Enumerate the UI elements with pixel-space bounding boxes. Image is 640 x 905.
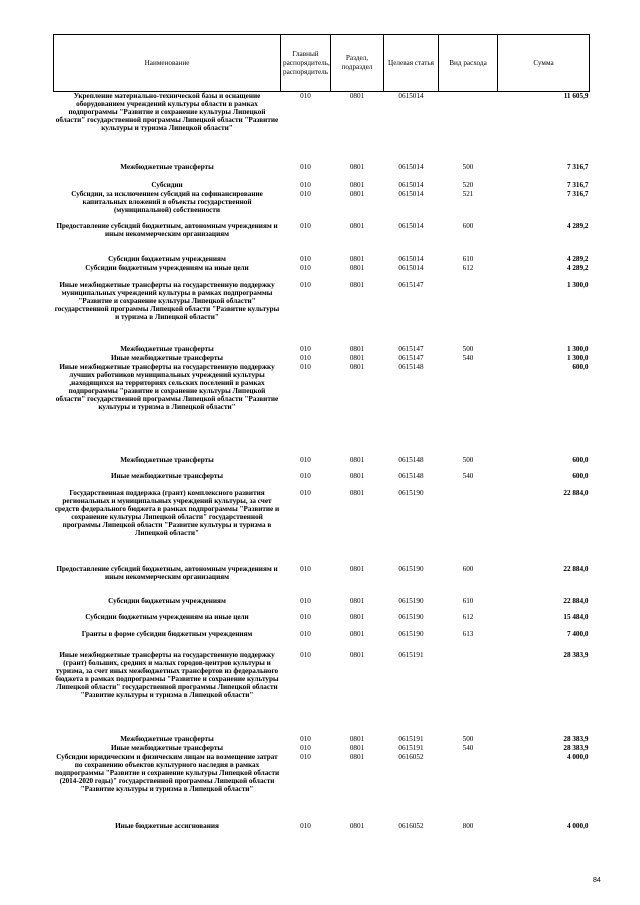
cell-expense-type (439, 363, 498, 456)
cell-amount: 22 884,0 (563, 488, 589, 497)
cell-name: Иные межбюджетные трансферты (110, 353, 224, 362)
cell-amount: 15 484,0 (563, 612, 589, 621)
cell-name: Субсидии юридическим и физическим лицам на возмещение затрат по сохранению объектов культурного наследия в рамках подпрограммы "Развитие и сохранение культуры Липецкой области (2014-2020 годы)" государственной программы Липецкой области "Развитие культуры и туризма в Липецкой области" (54, 752, 280, 793)
cell-main-manager: 010 (300, 455, 311, 464)
cell-target-article: 0615147 (398, 353, 424, 362)
cell-target-article: 0615147 (398, 280, 424, 289)
table-row (54, 456, 590, 472)
cell-target-article: 0615190 (398, 596, 424, 605)
cell-name: Субсидии бюджетным учреждениям на иные цели (85, 263, 249, 272)
cell-section: 0801 (349, 163, 365, 172)
header-name: Наименование (54, 35, 281, 92)
cell-main-manager: 010 (300, 488, 311, 497)
cell-section: 0801 (349, 629, 365, 638)
table-row (54, 613, 590, 630)
cell-main-manager: 010 (300, 650, 311, 659)
cell-target-article: 0615014 (398, 254, 424, 263)
table-row (54, 190, 590, 222)
cell-expense-type: 520 (462, 181, 474, 190)
cell-expense-type: 800 (462, 822, 474, 831)
cell-name: Межбюджетные трансферты (120, 344, 214, 353)
cell-section: 0801 (349, 189, 365, 198)
cell-amount: 4 289,2 (566, 263, 589, 272)
table-row (54, 155, 590, 172)
cell-target-article: 0615014 (398, 263, 424, 272)
cell-section: 0801 (349, 650, 365, 659)
cell-target-article: 0615147 (398, 344, 424, 353)
cell-name: Субсидии бюджетным учреждениям (108, 254, 226, 263)
cell-expense-type: 540 (462, 743, 474, 752)
cell-main-manager: 010 (300, 163, 311, 172)
cell-expense-type: 540 (462, 353, 474, 362)
cell-main-manager: 010 (300, 344, 311, 353)
cell-expense-type: 500 (462, 163, 474, 172)
cell-section: 0801 (349, 344, 365, 353)
header-expense-type: Вид расхода (439, 35, 498, 92)
cell-main-manager: 010 (300, 564, 311, 573)
cell-name: Иные межбюджетные трансферты (110, 471, 224, 480)
cell-amount: 4 289,2 (566, 221, 589, 230)
table-row (54, 92, 590, 155)
cell-name: Межбюджетные трансферты (120, 163, 214, 172)
header-amount: Сумма (498, 35, 590, 92)
cell-main-manager: 010 (300, 596, 311, 605)
cell-amount: 7 316,7 (566, 189, 589, 198)
cell-main-manager: 010 (300, 221, 311, 230)
cell-target-article: 0615148 (398, 471, 424, 480)
cell-main-manager: 010 (300, 263, 311, 272)
cell-section: 0801 (349, 734, 365, 743)
cell-amount: 28 383,9 (563, 734, 589, 743)
cell-expense-type: 600 (462, 564, 474, 573)
cell-expense-type: 612 (462, 612, 474, 621)
table-row (54, 753, 590, 814)
cell-main-manager: 010 (300, 181, 311, 190)
cell-amount: 7 400,0 (566, 629, 589, 638)
cell-main-manager: 010 (300, 353, 311, 362)
cell-amount: 4 289,2 (566, 254, 589, 263)
cell-main-manager: 010 (300, 362, 311, 371)
cell-section: 0801 (349, 181, 365, 190)
cell-amount: 28 383,9 (563, 650, 589, 659)
table-row (54, 255, 590, 264)
cell-target-article: 0615190 (398, 564, 424, 573)
cell-target-article: 0616052 (398, 752, 424, 761)
cell-target-article: 0615191 (398, 734, 424, 743)
cell-section: 0801 (349, 612, 365, 621)
cell-section: 0801 (349, 596, 365, 605)
cell-amount: 1 300,0 (566, 280, 589, 289)
cell-main-manager: 010 (300, 189, 311, 198)
cell-expense-type (439, 753, 498, 814)
cell-name: Предоставление субсидий бюджетным, автономным учреждениям и иным некоммерческим организациям (56, 564, 278, 581)
cell-expense-type: 612 (462, 263, 474, 272)
cell-amount: 1 300,0 (566, 353, 589, 362)
cell-expense-type: 613 (462, 629, 474, 638)
cell-section: 0801 (349, 743, 365, 752)
table-row (54, 172, 590, 190)
cell-name: Иные межбюджетные трансферты на государственную поддержку муниципальных учреждений культуры в рамках подпрограммы "Развитие и сохранение культуры Липецкой области" государственной программы Липецкой области "Развитие культуры и туризма в Липецкой области" (54, 280, 280, 321)
cell-section: 0801 (349, 564, 365, 573)
table-row (54, 264, 590, 281)
cell-target-article: 0615014 (398, 221, 424, 230)
table-row (54, 281, 590, 345)
cell-target-article: 0615190 (398, 612, 424, 621)
cell-amount: 600,0 (572, 471, 589, 480)
table-body (54, 92, 590, 831)
cell-section: 0801 (349, 353, 365, 362)
cell-amount: 22 884,0 (563, 564, 589, 573)
cell-section: 0801 (349, 263, 365, 272)
table-row (54, 651, 590, 735)
table-row (54, 565, 590, 597)
cell-section: 0801 (349, 752, 365, 761)
table-row (54, 735, 590, 744)
cell-expense-type (439, 92, 498, 155)
cell-name: Субсидии бюджетным учреждениям (108, 596, 226, 605)
cell-target-article: 0615014 (398, 163, 424, 172)
cell-target-article: 0615148 (398, 362, 424, 371)
cell-main-manager: 010 (300, 752, 311, 761)
cell-main-manager: 010 (300, 629, 311, 638)
table-row (54, 354, 590, 363)
cell-amount: 600,0 (572, 362, 589, 371)
cell-amount: 4 000,0 (566, 822, 589, 831)
cell-name: Межбюджетные трансферты (120, 734, 214, 743)
cell-expense-type (439, 651, 498, 735)
cell-section: 0801 (349, 362, 365, 371)
cell-main-manager: 010 (300, 254, 311, 263)
cell-expense-type: 540 (462, 471, 474, 480)
header-section: Раздел, подраздел (331, 35, 384, 92)
cell-amount: 22 884,0 (563, 596, 589, 605)
cell-amount: 1 300,0 (566, 344, 589, 353)
cell-section: 0801 (349, 822, 365, 831)
cell-amount: 600,0 (572, 455, 589, 464)
cell-name: Субсидии (151, 181, 183, 190)
cell-section: 0801 (349, 280, 365, 289)
cell-target-article: 0615190 (398, 488, 424, 497)
cell-amount: 7 316,7 (566, 181, 589, 190)
cell-section: 0801 (349, 254, 365, 263)
cell-target-article: 0615014 (398, 181, 424, 190)
cell-expense-type: 600 (462, 221, 474, 230)
cell-main-manager: 010 (300, 822, 311, 831)
cell-name: Гранты в форме субсидии бюджетным учреждениям (81, 629, 253, 638)
cell-main-manager: 010 (300, 734, 311, 743)
cell-name: Иные межбюджетные трансферты на государственную поддержку лучших работников муниципальных учреждений культуры ,находящихся на территориях сельских поселений в рамках подпрограммы "развитие и сохранение культуры Липецкой области" государственной программы Липецкой области "Развитие культуры и туризма в Липецкой области" (55, 362, 279, 411)
budget-table (53, 34, 590, 831)
table-row (54, 222, 590, 255)
cell-target-article: 0616052 (398, 822, 424, 831)
cell-name: Субсидии бюджетным учреждениям на иные цели (85, 612, 249, 621)
cell-target-article: 0615014 (398, 189, 424, 198)
cell-section: 0801 (349, 488, 365, 497)
table-row (54, 630, 590, 651)
cell-name: Субсидии, за исключением субсидий на софинансирование капитальных вложений в объекты государственной (муниципальной) собственности (71, 189, 263, 214)
cell-name: Иные бюджетные ассигнования (115, 822, 219, 831)
cell-section: 0801 (349, 92, 365, 100)
cell-name: Иные межбюджетные трансферты на государственную поддержку (грант) больших, средних и малых городов-центров культуры и туризма, за счет иных межбюджетных трансфертов из федерального бюджета в рамках подпрограммы "Развитие и сохранение культуры Липецкой области" государственной программы Липецкой области "Развитие культуры и туризма в Липецкой области" (55, 650, 279, 699)
cell-main-manager: 010 (300, 92, 311, 100)
table-row (54, 744, 590, 753)
cell-expense-type: 610 (462, 596, 474, 605)
cell-expense-type (439, 281, 498, 345)
cell-target-article: 0615191 (398, 650, 424, 659)
cell-amount: 11 605,9 (563, 92, 589, 100)
cell-name: Укрепление материально-технической базы и оснащение оборудованием учреждений культуры области в рамках подпрограммы "Развитие и сохранение культуры Липецкой области" государственной программы Липецкой области "Развитие культуры и туризма Липецкой области" (55, 92, 279, 133)
header-target-article: Целевая статья (384, 35, 439, 92)
cell-expense-type: 500 (462, 734, 474, 743)
cell-amount: 28 383,9 (563, 743, 589, 752)
cell-expense-type: 500 (462, 344, 474, 353)
cell-name: Межбюджетные трансферты (120, 455, 214, 464)
cell-expense-type: 521 (462, 189, 474, 198)
cell-amount: 7 316,7 (566, 163, 589, 172)
cell-target-article: 0615191 (398, 743, 424, 752)
cell-target-article: 0615148 (398, 455, 424, 464)
table-header-row (54, 35, 590, 92)
page-number: 84 (593, 877, 601, 884)
cell-name: Предоставление субсидий бюджетным, автономным учреждениям и иным некоммерческим организациям (56, 221, 278, 238)
table-row (54, 597, 590, 613)
cell-section: 0801 (349, 471, 365, 480)
cell-amount: 4 000,0 (566, 752, 589, 761)
table-row (54, 489, 590, 565)
cell-expense-type (439, 489, 498, 565)
cell-main-manager: 010 (300, 280, 311, 289)
table-row (54, 472, 590, 489)
cell-expense-type: 500 (462, 455, 474, 464)
cell-main-manager: 010 (300, 471, 311, 480)
cell-main-manager: 010 (300, 743, 311, 752)
cell-name: Иные межбюджетные трансферты (110, 743, 224, 752)
cell-section: 0801 (349, 455, 365, 464)
cell-expense-type: 610 (462, 254, 474, 263)
table-row (54, 345, 590, 354)
cell-target-article: 0615190 (398, 629, 424, 638)
cell-name: Государственная поддержка (грант) комплексного развития региональных и муниципальных учреждений культуры, за счет средств федерального бюджета в рамках подпрограммы "Развитие и сохранение культуры Липецкой области" государственной программы Липецкой области "Развитие культуры и туризма в Липецкой области" (54, 488, 280, 537)
cell-section: 0801 (349, 221, 365, 230)
cell-target-article: 0615014 (398, 92, 424, 100)
table-row (54, 814, 590, 831)
table-row (54, 363, 590, 456)
header-main-manager: Главный распорядитель, распорядитель (281, 35, 331, 92)
cell-main-manager: 010 (300, 612, 311, 621)
